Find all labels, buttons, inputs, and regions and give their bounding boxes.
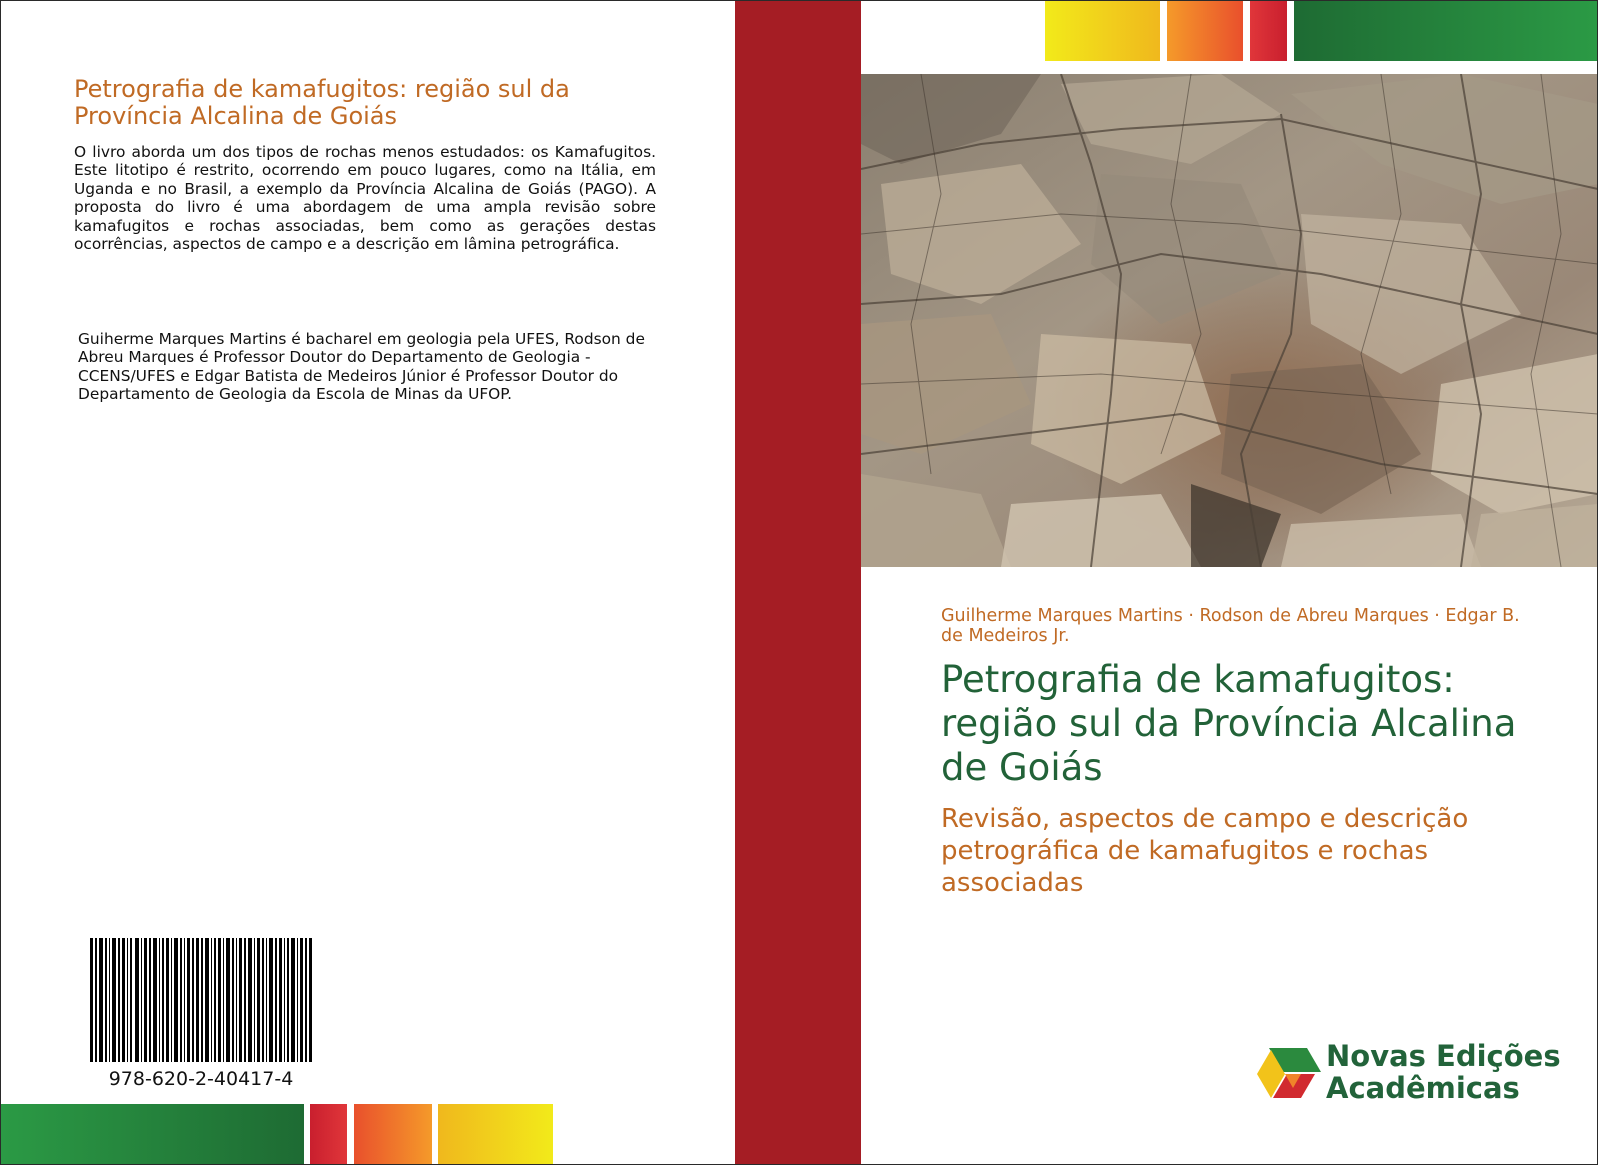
- publisher-name-line2: Acadêmicas: [1326, 1071, 1520, 1105]
- publisher-name-line1: Novas Edições: [1326, 1039, 1561, 1073]
- front-cover-authors: Guilherme Marques Martins · Rodson de Abreu Marques · Edgar B. de Medeiros Jr.: [941, 606, 1520, 646]
- back-cover-blurb: O livro aborda um dos tipos de rochas menos estudados: os Kamafugitos. Este litotipo é restrito, ocorrendo em pouco lugares, como na Itália, em Uganda e no Brasil, a exemplo da Província Alcalina de Goiás (PAGO). A proposta do livro é uma abordagem de uma ampla revisão sobre kamafugitos e rochas associadas, bem como as gerações destas ocorrências, aspectos de campo e a descrição em lâmina petrográfica.: [74, 143, 656, 254]
- back-cover-author-bio: Guiherme Marques Martins é bacharel em geologia pela UFES, Rodson de Abreu Marques é Professor Doutor do Departamento de Geologia - CCENS/UFES e Edgar Batista de Medeiros Júnior é Professor Doutor do Departamento de Geologia da Escola de Minas da UFOP.: [78, 330, 645, 404]
- front-cover-title: Petrografia de kamafugitos: região sul da Província Alcalina de Goiás: [941, 658, 1517, 789]
- front-cover-subtitle: Revisão, aspectos de campo e descrição petrográfica de kamafugitos e rochas associadas: [941, 804, 1469, 898]
- back-cover-title: Petrografia de kamafugitos: região sul da Província Alcalina de Goiás: [74, 75, 570, 130]
- isbn-number: 978-620-2-40417-4: [108, 1068, 294, 1090]
